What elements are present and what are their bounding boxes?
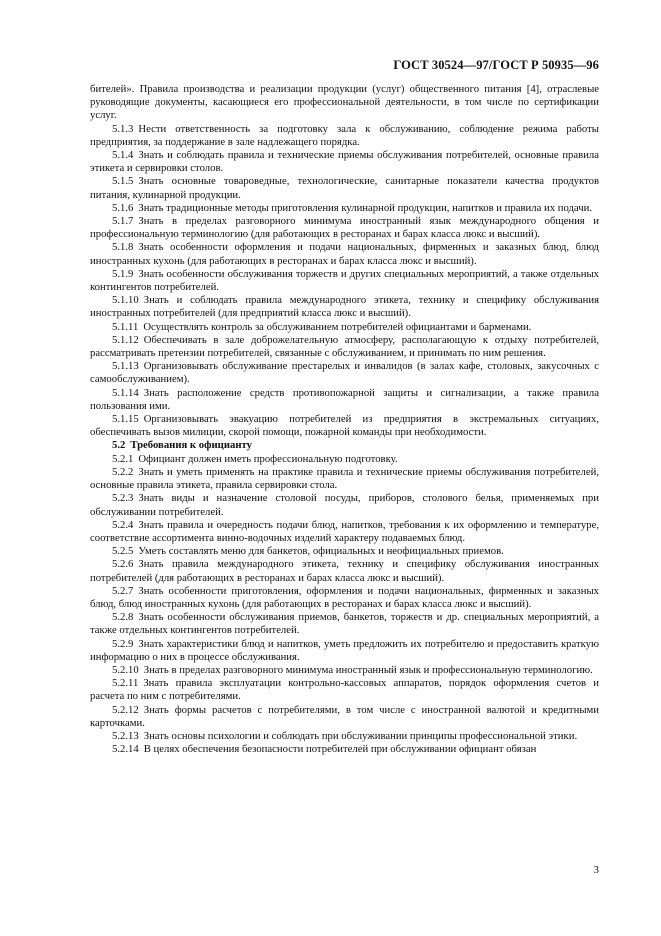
paragraph-text: Знать и соблюдать правила международного этикета, технику и специфику обслуживания иностранных потребителей (для предприятий класса люкс и высший). (90, 294, 599, 320)
paragraph-number: 5.1.3 (112, 122, 134, 135)
paragraph (90, 215, 599, 241)
paragraph-number: 5.2.5 (112, 545, 134, 558)
paragraph (90, 704, 599, 730)
paragraph-number: 5.1.15 (112, 413, 139, 426)
paragraph-number: 5.1.5 (112, 175, 134, 188)
paragraph-number: 5.2.12 (112, 703, 139, 716)
paragraph (90, 83, 599, 123)
paragraph-text: Знать виды и назначение столовой посуды, приборов, столового белья, применяемых при обслуживании потребителей. (90, 492, 599, 518)
paragraph (90, 730, 599, 743)
paragraph (90, 611, 599, 637)
paragraph-text: Знать в пределах разговорного минимума иностранный язык и профессиональную терминологию. (143, 663, 593, 676)
paragraph (90, 585, 599, 611)
paragraph (90, 413, 599, 439)
paragraph-text: Знать особенности оформления и подачи национальных, фирменных и заказных блюд, блюд иностранных кухонь (для работающих в ресторанах и барах класса люкс и высший). (90, 241, 599, 267)
paragraph-number: 5.2.1 (112, 452, 134, 465)
paragraph (90, 638, 599, 664)
paragraph-number: 5.2.11 (112, 677, 139, 690)
paragraph (90, 149, 599, 175)
paragraph-number: 5.2.6 (112, 558, 134, 571)
paragraph (90, 387, 599, 413)
paragraph-number: 5.2.10 (112, 663, 139, 676)
paragraph-text: Знать основы психологии и соблюдать при обслуживании принципы профессиональной этики. (143, 729, 578, 742)
paragraph-text: Знать в пределах разговорного минимума иностранный язык международного общения и профессиональную терминологию (для работающих в ресторанах и барах класса люкс и высший). (90, 215, 599, 241)
paragraph (90, 360, 599, 386)
paragraph (90, 268, 599, 294)
paragraph (90, 664, 599, 677)
paragraph (90, 175, 599, 201)
paragraph-number: 5.1.7 (112, 215, 134, 228)
paragraph-text: бителей». Правила производства и реализации продукции (услуг) общественного питания [4], отраслевые руководящие документы, касающиеся его профессиональной деятельности, в том числе по сертификации услуг. (90, 83, 599, 122)
paragraph-number: 5.2.9 (112, 637, 134, 650)
paragraph (90, 241, 599, 267)
paragraph-text: Знать правила международного этикета, технику и специфику обслуживания иностранных потребителей (для работающих в ресторанах и барах класса люкс и высший). (90, 558, 599, 584)
paragraph (90, 545, 599, 558)
paragraph (90, 202, 599, 215)
paragraph (90, 677, 599, 703)
paragraph-number: 5.2.8 (112, 611, 134, 624)
paragraph-number: 5.1.12 (112, 333, 139, 346)
paragraph-number: 5.2.7 (112, 584, 134, 597)
paragraph (90, 453, 599, 466)
paragraph-text: Организовывать обслуживание престарелых и инвалидов (в залах кафе, столовых, закусочных с самообслуживанием). (90, 360, 599, 386)
standard-header: ГОСТ 30524—97/ГОСТ Р 50935—96 (393, 58, 599, 72)
paragraph-text: Знать характеристики блюд и напитков, уметь предложить их потребителю и предоставить краткую информацию о них в процессе обслуживания. (90, 637, 599, 663)
paragraph-number: 5.2.3 (112, 492, 134, 505)
paragraph-number: 5.1.14 (112, 386, 139, 399)
paragraph-text: Знать формы расчетов с потребителями, в том числе с иностранной валютой и кредитными карточками. (90, 703, 599, 729)
paragraph (90, 321, 599, 334)
paragraph-text: Знать и соблюдать правила и технические приемы обслуживания потребителей, основные правила этикета и сервировки столов. (90, 149, 599, 175)
paragraph-number: 5.1.8 (112, 241, 134, 254)
paragraph-number: 5.2.14 (112, 743, 139, 756)
paragraph-text: Знать особенности обслуживания приемов, банкетов, торжеств и др. специальных мероприятий, а также отдельных контингентов потребителей. (90, 611, 599, 637)
paragraph-text: Знать и уметь применять на практике правила и технические приемы обслуживания потребителей, основные правила этикета, правила сервировки стола. (90, 465, 599, 492)
paragraph-text: Знать основные товароведные, технологические, санитарные показатели качества продуктов питания, кулинарной продукции. (90, 175, 599, 201)
page-number: 3 (593, 864, 599, 876)
paragraph-number: 5.1.11 (112, 320, 139, 333)
paragraph-text: Осуществлять контроль за обслуживанием потребителей официантами и барменами. (143, 320, 532, 333)
paragraph-text: Обеспечивать в зале доброжелательную атмосферу, располагающую к отдыху потребителей, рассматривать претензии потребителей, связанные с обслуживанием, и принимать по ним решения. (90, 333, 599, 360)
paragraph (90, 492, 599, 518)
paragraph-text: Нести ответственность за подготовку зала к обслуживанию, соблюдение режима работы предприятия, за поддержание в зале надлежащего порядка. (90, 122, 599, 148)
paragraph (90, 334, 599, 360)
paragraph-number: 5.1.10 (112, 294, 139, 307)
paragraph-text: Знать традиционные методы приготовления кулинарной продукции, напитков и правила их подачи. (138, 201, 593, 214)
paragraph-number: 5.2.2 (112, 465, 134, 478)
paragraph-number: 5.1.4 (112, 149, 134, 162)
paragraph-text: Знать расположение средств противопожарной защиты и сигнализации, а также правила пользования ими. (90, 386, 599, 412)
paragraph-text: Знать особенности обслуживания торжеств и других специальных мероприятий, а также отдельных контингентов потребителей. (90, 267, 599, 294)
paragraph (90, 558, 599, 584)
paragraph-text: Организовывать эвакуацию потребителей из предприятия в экстремальных ситуациях, обеспечивать вызов милиции, скорой помощи, пожарной команды при необходимости. (90, 413, 599, 439)
paragraph-number: 5.2.4 (112, 518, 134, 531)
document-body (90, 83, 599, 756)
paragraph-number: 5.1.9 (112, 267, 134, 280)
paragraph-number: 5.1.6 (112, 201, 134, 214)
paragraph-number: 5.1.13 (112, 360, 139, 373)
paragraph (90, 519, 599, 545)
paragraph (90, 294, 599, 320)
paragraph-text: В целях обеспечения безопасности потребителей при обслуживании официант обязан (143, 743, 537, 756)
paragraph-number: 5.2.13 (112, 729, 139, 742)
paragraph-text: Официант должен иметь профессиональную подготовку. (138, 452, 398, 465)
paragraph-number: 5.2 (112, 439, 126, 452)
paragraph (90, 466, 599, 492)
paragraph-text: Уметь составлять меню для банкетов, официальных и неофициальных приемов. (138, 545, 504, 558)
paragraph-text: Знать особенности приготовления, оформления и подачи национальных, фирменных и заказных блюд, блюд иностранных кухонь (для работающих в ресторанах и барах класса люкс и высший). (90, 584, 599, 610)
section-heading (90, 439, 599, 452)
paragraph-text: Знать правила и очередность подачи блюд, напитков, требования к их оформлению и температуре, соответствие ассортимента винно-водочных изделий характеру подаваемых блюд. (90, 518, 599, 544)
paragraph (90, 743, 599, 756)
paragraph (90, 123, 599, 149)
paragraph-text: Знать правила эксплуатации контрольно-кассовых аппаратов, порядок оформления счетов и расчета по ним с потребителями. (90, 677, 599, 703)
paragraph-text: Требования к официанту (130, 439, 252, 452)
